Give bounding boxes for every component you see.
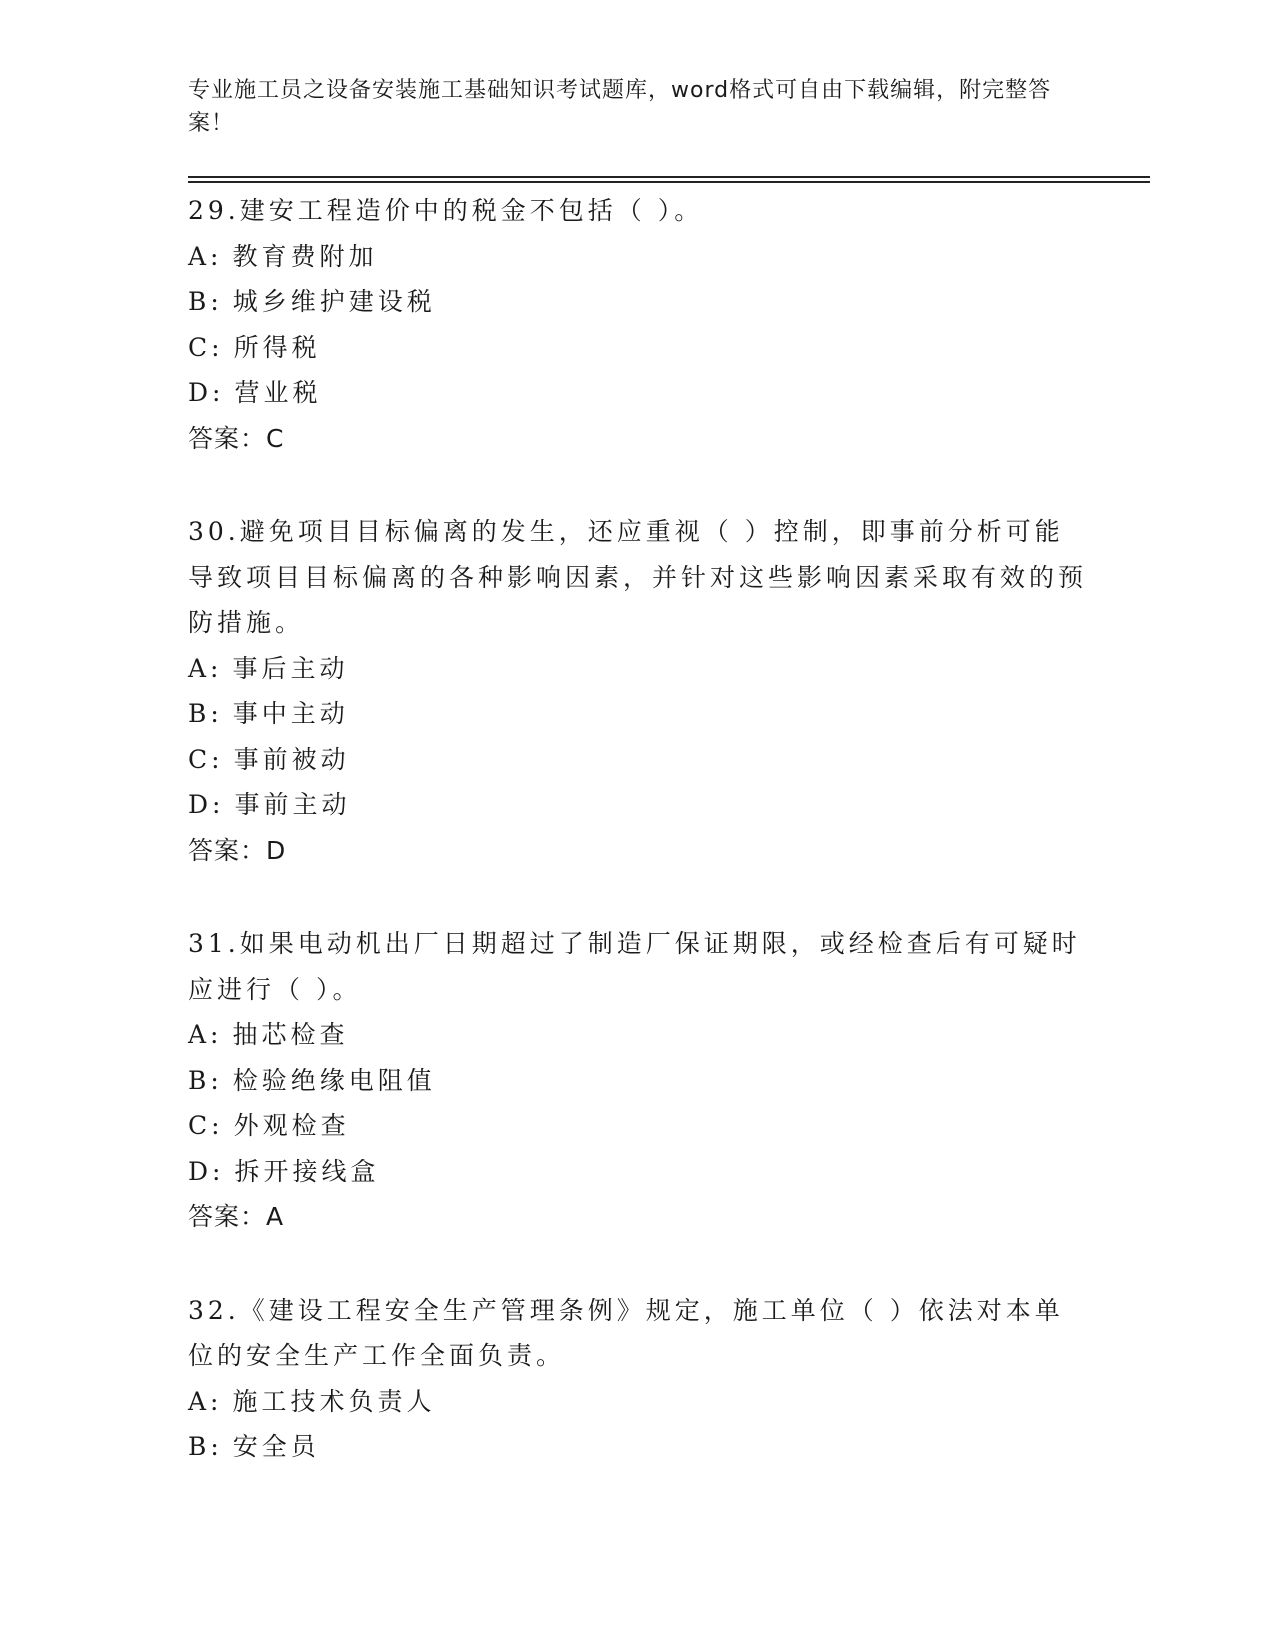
question-stem: 32.《建设工程安全生产管理条例》规定，施工单位（ ）依法对本单位的安全生产工作全面负责。 <box>188 1295 1064 1370</box>
option-a <box>188 1379 1088 1425</box>
option-text: 抽芯检查 <box>232 1020 349 1049</box>
option-text: 施工技术负责人 <box>232 1386 436 1416</box>
option-b <box>188 691 1088 737</box>
option-text: 事中主动 <box>232 699 349 728</box>
answer-line: 答案：C <box>188 423 285 453</box>
option-a <box>188 1012 1088 1058</box>
question-31 <box>188 921 1088 1240</box>
option-text: 外观检查 <box>233 1111 350 1140</box>
option-d <box>188 782 1088 828</box>
option-key: C: <box>188 744 224 774</box>
option-a <box>188 234 1088 280</box>
option-key: B: <box>188 287 223 316</box>
option-key: A: <box>188 1386 223 1416</box>
answer-line: 答案：A <box>188 1202 285 1231</box>
option-text: 所得税 <box>233 332 321 362</box>
question-stem: 30.避免项目目标偏离的发生，还应重视（ ）控制，即事前分析可能导致项目目标偏离的各种影响因素，并针对这些影响因素采取有效的预防措施。 <box>188 517 1088 637</box>
option-text: 营业税 <box>234 378 322 407</box>
option-key: B: <box>188 1065 223 1095</box>
option-text: 城乡维护建设税 <box>232 287 436 316</box>
option-key: A: <box>188 1020 223 1049</box>
option-list <box>188 234 1088 416</box>
option-key: C: <box>188 1111 224 1140</box>
answer-line: 答案：D <box>188 835 287 865</box>
option-c <box>188 325 1088 371</box>
option-key: A: <box>188 653 223 683</box>
option-text: 拆开接线盒 <box>234 1156 380 1186</box>
option-b <box>188 1424 1088 1470</box>
option-b <box>188 1058 1088 1104</box>
option-key: C: <box>188 332 224 362</box>
option-text: 事后主动 <box>232 653 349 683</box>
option-b <box>188 279 1088 325</box>
option-text: 安全员 <box>232 1432 320 1461</box>
question-32 <box>188 1288 1088 1470</box>
option-key: B: <box>188 699 223 728</box>
option-c <box>188 1103 1088 1149</box>
option-a <box>188 646 1088 692</box>
header-divider-bottom <box>188 181 1150 183</box>
question-stem: 31.如果电动机出厂日期超过了制造厂保证期限，或经检查后有可疑时应进行（ ）。 <box>188 929 1081 1004</box>
option-list <box>188 646 1088 828</box>
option-d <box>188 1149 1088 1195</box>
question-29 <box>188 188 1088 461</box>
document-header: 专业施工员之设备安装施工基础知识考试题库，word格式可自由下载编辑，附完整答案！ <box>188 78 1052 136</box>
option-key: D: <box>188 378 225 407</box>
option-key: D: <box>188 790 225 819</box>
option-text: 事前被动 <box>233 744 350 774</box>
question-list <box>188 188 1088 1518</box>
option-d <box>188 370 1088 416</box>
option-list <box>188 1379 1088 1470</box>
header-divider-top <box>188 176 1150 178</box>
option-c <box>188 737 1088 783</box>
question-30 <box>188 509 1088 873</box>
option-key: B: <box>188 1432 223 1461</box>
option-text: 事前主动 <box>234 790 351 819</box>
option-text: 检验绝缘电阻值 <box>232 1065 436 1095</box>
option-key: A: <box>188 241 223 271</box>
option-text: 教育费附加 <box>232 241 378 271</box>
option-key: D: <box>188 1156 225 1186</box>
option-list <box>188 1012 1088 1194</box>
question-stem: 29.建安工程造价中的税金不包括（ ）。 <box>188 196 704 225</box>
